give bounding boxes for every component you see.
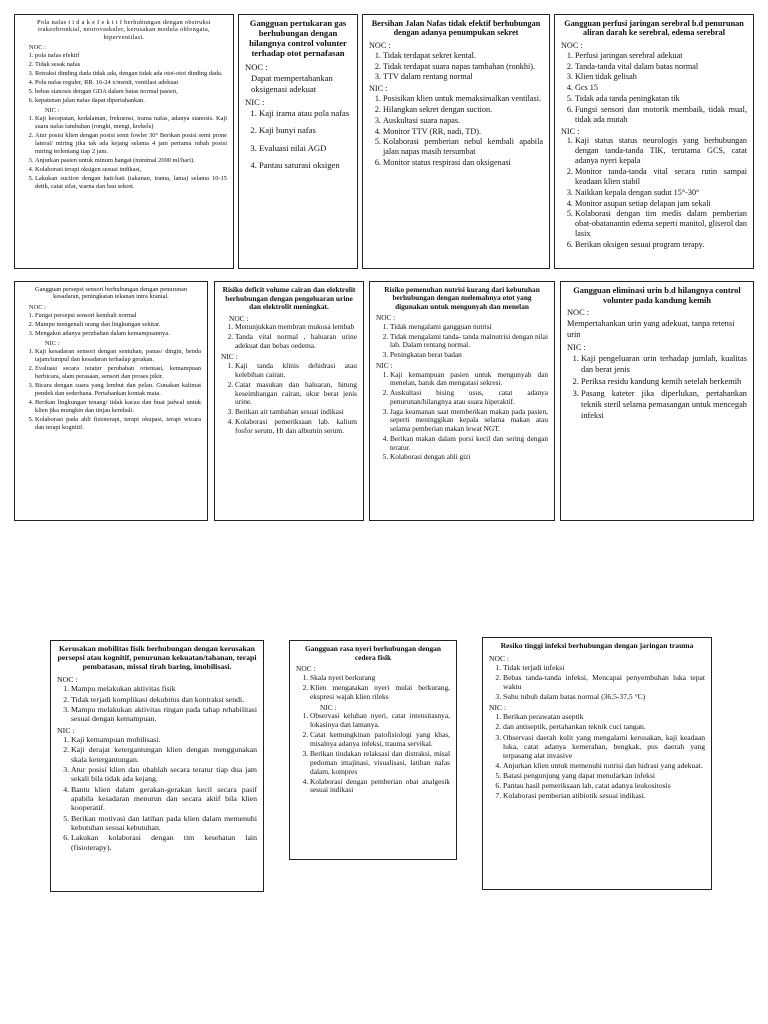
list-item: 2. Tanda-tanda vital dalam batas normal [575, 62, 747, 72]
list-item: 4. Berikan lingkungan tenang/ tidak kacau dan buat jadwal untuk klien jika mungkin dan tinjau kembali. [35, 399, 201, 415]
list-item: 1. Mampu melakukan aktivitas fisik [71, 684, 257, 693]
list-item: 6. kepatenan jalan nafas dapat dipertahankan. [35, 97, 227, 105]
list-item: 2. Auskultasi bising usus, catat adanya penurunan/hilangnya atau suara hiperaktif. [390, 389, 548, 407]
nic-label: NIC : [320, 702, 337, 712]
list-item: 3. Naikkan kepala dengan sudut 15°-30° [575, 188, 747, 198]
list-item: 7. Kolaborasi pemberian atibiotik sesuai indikasi. [503, 791, 705, 800]
noc-text: Dapat mempertahankan oksigenasi adekuat [251, 72, 333, 94]
noc-list [21, 312, 201, 338]
list-item: 6. Lakukan kolaborasi dengan tim kesehatan lain (fisioterapy). [71, 833, 257, 852]
noc-list [221, 323, 357, 351]
card-mobilitas-fisik [50, 640, 264, 892]
noc-label: NOC : [567, 308, 590, 318]
list-item: 1. Perfusi jaringan serebral adekuat [575, 51, 747, 61]
nic-list [369, 94, 543, 168]
nic-list [245, 108, 351, 171]
nic-list [567, 354, 747, 422]
list-item: 2. Bebas tanda-tanda infeksi, Mencapai penyembuhan luka tepat waktu [503, 673, 705, 691]
list-item: 3. Mengakui adanya perubahan dalam kemampuannya. [35, 330, 201, 338]
list-item: 2. Periksa residu kandung kemih setelah berkemih [581, 377, 747, 388]
list-item: 5. Batasi pengunjung yang dapat menularkan infeksi [503, 771, 705, 780]
list-item: 4. Kolaborasi dengan pemberian obat analgesik sesuai indikasi [310, 778, 450, 796]
nic-label: NIC : [221, 352, 238, 362]
list-item: 1. Tidak mengalami gangguan nutrisi [390, 323, 548, 332]
list-item: 3. Observasi daerah kulit yang mengalami kerusakan, kaji keadaan luka, catat adanya kemerahan, bengkak, pus daerah yang terpasang alat invasive [503, 733, 705, 760]
list-item: 1. Kaji kemampuan mobilisasi. [71, 735, 257, 744]
noc-label: NOC : [296, 664, 316, 674]
list-item: 2. Tidak terjadi komplikasi dekubitus dan kontraksi sendi. [71, 695, 257, 704]
noc-list [489, 663, 705, 701]
list-item: 1. Kaji status status neurologis yang berhubungan dengan tanda-tanda TIK, terutama GCS, catat adanya nyeri kepala [575, 136, 747, 166]
card-title: Gangguan rasa nyeri berhubungan dengan cedera fisik [305, 644, 441, 662]
noc-label: NOC : [229, 313, 249, 323]
nic-label: NIC : [245, 97, 265, 108]
list-item: 2. Catat masukan dan haluaran, hitung keseimbangan cairan, ukur berat jenis urine. [235, 381, 357, 408]
nic-list [376, 371, 548, 463]
list-item: 1. Skala nyeri berkurang [310, 674, 450, 683]
list-item: 1. Posisikan klien untuk memaksimalkan ventilasi. [383, 94, 543, 104]
list-item: 1. Kaji kecepatan, kedalaman, frekuensi, irama nafas, adanya sianosis. Kaji suara nafas tambahan (rongki, mengi, krekels) [35, 115, 227, 131]
list-item: 5. Kolaborasi dengan ahli gizi [390, 453, 548, 462]
nic-label: NIC : [45, 107, 60, 115]
list-item: 2. Atur posisi klien dengan posisi semi fowler 30° Berikan posisi semi prone lateral/ miring jika tak ada kejang selama 4 jam pertama rubah posisi miring terlentang tiap 2 jam. [35, 132, 227, 156]
list-item: 3. Bicara dengan suara yang lembut dan pelan. Gunakan kalimat pendek dan sederhana. Pertahankan kontak mata. [35, 382, 201, 398]
list-item: 5. Kolaborasi dengan tim medis dalam pemberian obat-obatanantin edema seperti manitol, gliserol dan lasix [575, 209, 747, 239]
card-title: Pola nafas t i d a k e f e k t i f berhubungan dengan obstruksi trakeobronkial, neurovaskuler, kerusakan medula oblongata, hiperventilasi. [36, 19, 211, 41]
noc-label: NOC : [29, 303, 46, 311]
noc-list [561, 51, 747, 125]
list-item: 2. Evaluasi secara teratur perubahan orientasi, kemampuan berbicara, alam perasaan, sensori dan proses pikir. [35, 365, 201, 381]
list-item: 4. Pantau saturasi oksigen [259, 160, 351, 171]
card-title: Gangguan perfusi jaringan serebral b.d penurunan aliran darah ke serebral, edema serebral [564, 19, 744, 38]
nic-list [296, 712, 450, 795]
noc-label: NOC : [369, 40, 391, 50]
nic-label: NIC : [376, 360, 393, 370]
card-title: Risiko pemenuhan nutrisi kurang dari kebutuhan berhubungan dengan melemahnya otot yang digunakan untuk mengunyah dan menelan [384, 285, 540, 311]
noc-list [57, 684, 257, 723]
list-item: 5. Tidak ada tanda peningkatan tik [575, 94, 747, 104]
list-item: 1. Kaji kemampuan pasien untuk mengunyah dan menelan, batuk dan mengatasi sekresi. [390, 371, 548, 389]
nic-list [57, 735, 257, 852]
list-item: 1. Observasi keluhan nyeri, catat intensitasnya, lokasinya dan lamanya. [310, 712, 450, 730]
card-perfusi-jaringan-serebral [554, 14, 754, 269]
list-item: 1. Kaji irama atau pola nafas [259, 108, 351, 119]
nic-label: NIC : [489, 703, 507, 713]
list-item: 2. Monitor tanda-tanda vital secara rutin sampai keadaan klien stabil [575, 167, 747, 187]
list-item: 3. Mampu melakukan aktivitas ringan pada tahap rehabilitasi sesuai dengan kemampuan. [71, 705, 257, 724]
noc-list [21, 52, 227, 105]
list-item: 1. Tidak terdapat sekret kental. [383, 51, 543, 61]
list-item: 6. Fungsi sensori dan motorik membaik, tidak mual, tidak ada mutah [575, 105, 747, 125]
list-item: 1. Tidak terjadi infeksi [503, 663, 705, 672]
list-item: 2. Catat kemungkinan patofisiologi yang khas, misalnya adanya infeksi, trauma servikal. [310, 731, 450, 749]
card-pertukaran-gas [238, 14, 358, 269]
list-item: 4. Pola nafas reguler, RR. 16-24 x/menit, ventilasi adekuat [35, 79, 227, 87]
list-item: 3. Pasang kateter jika diperlukan, pertahankan teknik steril selama pemasangan untuk mencegah infeksi [581, 389, 747, 422]
list-item: 6. Pantau hasil pemeriksaan lab, catat adanya leukositosis [503, 781, 705, 790]
list-item: 2. Klien mengatakan nyeri mulai berkurang, ekspresi wajah klien rileks [310, 684, 450, 702]
noc-label: NOC : [57, 674, 78, 684]
list-item: 4. Anjurkan klien untuk memenuhi nutrisi dan hidrasi yang adekuat. [503, 761, 705, 770]
card-bersihan-jalan-nafas [362, 14, 550, 269]
list-item: 3. Atur posisi klien dan ubahlah secara teratur tiap dua jam sekali bila tidak ada kejang. [71, 765, 257, 784]
list-item: 2. Kaji bunyi nafas [259, 125, 351, 136]
list-item: 4. Bantu klien dalam gerakan-gerakan kecil secara pasif apabila kesadaran menurun dan secara aktif bila klien kooperatif. [71, 785, 257, 813]
card-resiko-infeksi [482, 637, 712, 890]
nic-label: NIC : [45, 339, 60, 347]
noc-list [369, 51, 543, 83]
card-pemenuhan-nutrisi [369, 281, 555, 521]
list-item: 4. Kolaborasi pemeriksaan lab. kalium fosfor serum, Ht dan albumin serum. [235, 418, 357, 436]
list-item: 1. Kaji kesadaran sensori dengan sentuhan, panas/ dingin, benda tajam/tumpul dan kesadaran terhadap gerakan. [35, 348, 201, 364]
list-item: 2. Tidak sesak nafas [35, 61, 227, 69]
list-item: 1. Menunjukkan membran mukosa lembab [235, 323, 357, 332]
list-item: 3. Jaga keamanan saat memberikan makan pada pasien, seperti meninggikan kepala selama makan atau selama pemberian makan lewat NGT. [390, 408, 548, 434]
card-pola-nafas [14, 14, 234, 269]
card-title: Gangguan pertukaran gas berhubungan dengan hilangnya control volunter terhadap otot pernafasan [249, 18, 347, 58]
list-item: 5. Lakukan suction dengan hati-hati (takanan, irama, lama) selama 10-15 detik, catat sifat, warna dan bau sekret. [35, 175, 227, 191]
nic-label: NIC : [57, 725, 75, 735]
nic-list [221, 362, 357, 436]
noc-text: Mempertahankan urin yang adekuat, tanpa retensi urin [567, 319, 735, 340]
list-item: 3. Auskultasi suara napas. [383, 116, 543, 126]
noc-list [296, 674, 450, 702]
list-item: 3. Klien tidak gelisah [575, 72, 747, 82]
nic-list [489, 712, 705, 800]
list-item: 3. Anjurkan pasien untuk minum hangat (minimal 2000 ml/hari). [35, 157, 227, 165]
list-item: 5. Kolaborasi pemberian nebul kembali apabila jalan napas masih tersumbat [383, 137, 543, 157]
list-item: 1. Kaji tanda klinis dehidrasi atau kelebihan cairan. [235, 362, 357, 380]
list-item: 2. Kaji derajat ketergantungan klien dengan menggunakan skala ketergantungan. [71, 745, 257, 764]
card-title: Resiko tinggi infeksi berhubungan dengan jaringan trauma [500, 641, 694, 650]
card-title: Risiko deficit volume cairan dan elektrolit berhubungan dengan pengeluaran urine dan elektrolit meningkat. [222, 285, 356, 312]
list-item: 2. Hilangkan sekret dengan suction. [383, 105, 543, 115]
list-item: 3. Berikan tindakan relaksasi dan distraksi, misal pedoman imajinasi, visualisasi, latihan nafas dalam, kompres [310, 750, 450, 777]
list-item: 4. Kolaborasi terapi oksigen sesuai indikasi, [35, 166, 227, 174]
list-item: 4. Monitor TTV (RR, nadi, TD). [383, 127, 543, 137]
list-item: 1. pola nafas efektif [35, 52, 227, 60]
card-title: Gangguan persepsi sensori berhubungan dengan penurunan kesadaran, peningkatan tekanan intra kranial. [34, 286, 188, 301]
list-item: 6. Berikan oksigen sesuai program terapy. [575, 240, 747, 250]
card-title: Gangguan eliminasi urin b.d hilangnya control volunter pada kandung kemih [573, 286, 741, 305]
list-item: 3. Peningkatan berat badan [390, 351, 548, 360]
list-item: 1. Kaji pengeluaran urin terhadap jumlah, kualitas dan berat jenis [581, 354, 747, 376]
nic-label: NIC : [561, 126, 580, 136]
nic-label: NIC : [369, 84, 388, 94]
nic-list [21, 348, 201, 432]
noc-label: NOC : [376, 313, 396, 323]
list-item: 3. TTV dalam rentang normal [383, 72, 543, 82]
list-item: 2. Tidak mengalami tanda- tanda malnutrisi dengan nilai lab. Dalam rentang normal. [390, 333, 548, 351]
list-item: 5. Berikan motivasi dan latihan pada klien dalam memenuhi kebutuhan sesuai kebutuhan. [71, 814, 257, 833]
card-eliminasi-urin [560, 281, 754, 521]
noc-label: NOC : [245, 61, 268, 72]
list-item: 3. Suhu tubuh dalam batas normal (36,5-37,5 °C) [503, 692, 705, 701]
list-item: 1. Berikan perawatan aseptik [503, 712, 705, 721]
list-item: 2. Mampu mengenali orang dan lingkungan sekitar. [35, 321, 201, 329]
list-item: 1. Fungsi persepsi sensori kembali normal [35, 312, 201, 320]
noc-label: NOC : [489, 653, 510, 663]
noc-list [376, 323, 548, 360]
list-item: 3. Berikan air tambahan sesuai indikasi [235, 408, 357, 417]
list-item: 4. Monitor asupan setiap delapan jam sekali [575, 199, 747, 209]
list-item: 6. Monitor status respirasi dan oksigenasi [383, 158, 543, 168]
list-item: 2. dan antiseptik, pertahankan teknik cuci tangan. [503, 722, 705, 731]
list-item: 5. Kolaborasi pada ahli fisioterapi, terapi okupasi, terapi wicara dan terapi kognitif. [35, 416, 201, 432]
nic-label: NIC : [567, 343, 586, 353]
nic-list [561, 136, 747, 249]
list-item: 2. Tanda vital normal , haluaran urine adekuat dan bebas oedema. [235, 333, 357, 351]
list-item: 4. Gcs 15 [575, 83, 747, 93]
list-item: 5. bebas sianosis dengan GDA dalam batas normal pasien, [35, 88, 227, 96]
card-persepsi-sensori [14, 281, 208, 521]
noc-label: NOC : [29, 44, 46, 52]
card-rasa-nyeri [289, 640, 457, 860]
list-item: 2. Tidak terdapat suara napas tambahan (ronkhi). [383, 62, 543, 72]
card-deficit-volume-cairan [214, 281, 364, 521]
nic-list [21, 115, 227, 191]
card-title: Kerusakan mobilitas fisik berhubungan dengan kerusakan persepsi atau kognitif, penurunan kekuatan/tahanan, terapi pembatasan, missal tirah baring, imobilisasi. [57, 644, 257, 671]
list-item: 3. Evaluasi nilai AGD [259, 143, 351, 154]
list-item: 3. Retraksi dinding dada tidak ada, dengan tidak ada otot-otot dinding dada. [35, 70, 227, 78]
card-title: Bersihan Jalan Nafas tidak efektif berhubungan dengan adanya penumpukan sekret [371, 19, 541, 38]
noc-label: NOC : [561, 40, 583, 50]
list-item: 4. Berikan makan dalam porsi kecil dan sering dengan teratur. [390, 435, 548, 453]
